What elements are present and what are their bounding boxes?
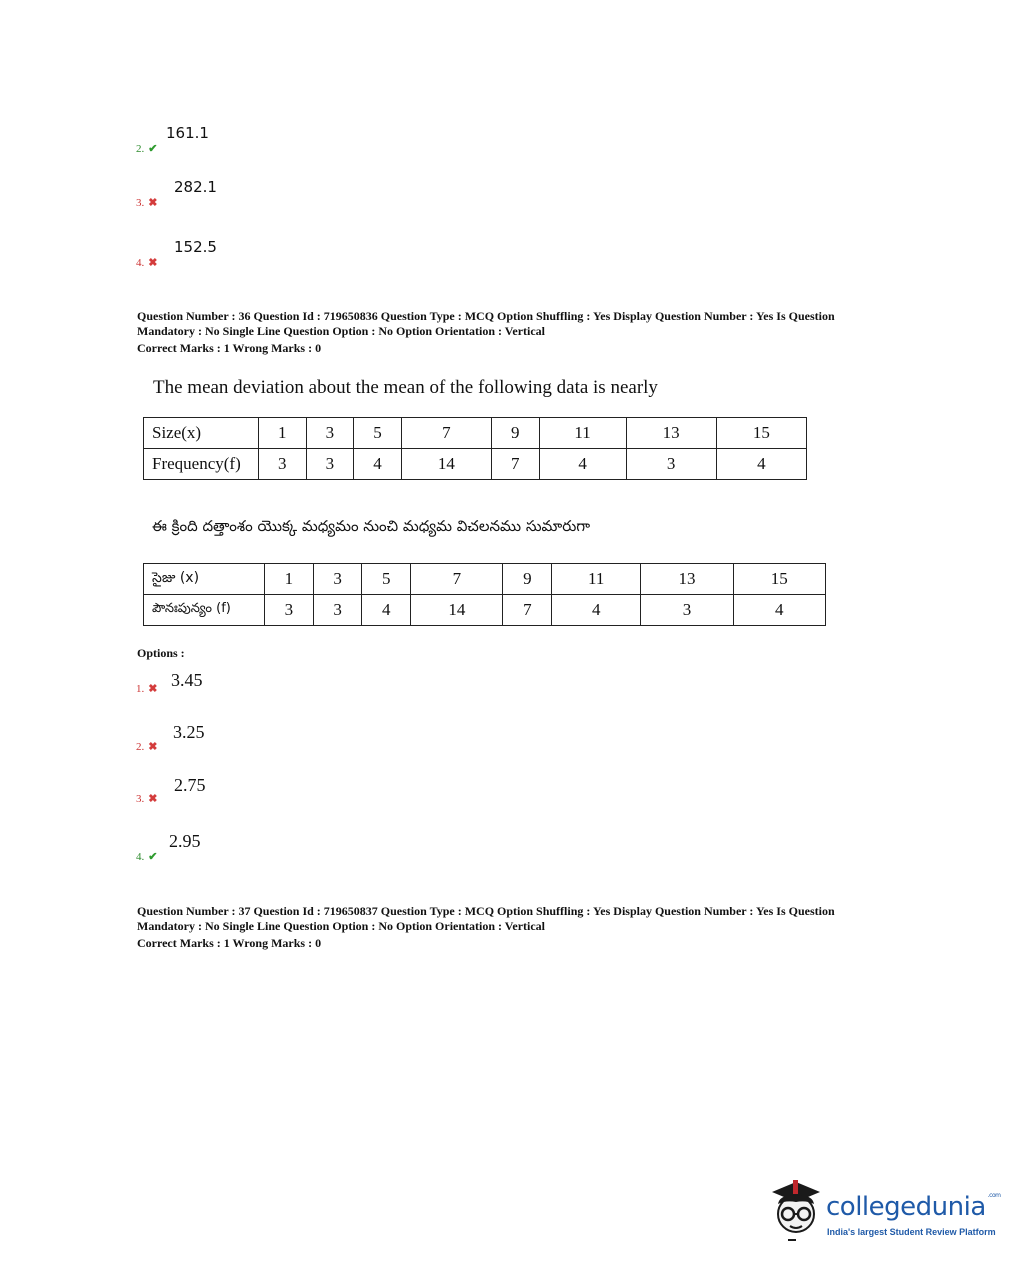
table-cell: 3 <box>265 595 314 626</box>
table-cell: 11 <box>539 418 626 449</box>
table-cell: 4 <box>552 595 641 626</box>
meta-line-1: Question Number : 36 Question Id : 719650836 Question Type : MCQ Option Shuffling : Yes Display Question Number : Yes Is Question <box>137 309 835 323</box>
wrong-cross-icon: ✖ <box>148 257 158 269</box>
table-cell: 9 <box>491 418 539 449</box>
table-cell: 3 <box>313 564 362 595</box>
table-cell: 7 <box>411 564 503 595</box>
options-label: Options : <box>137 646 185 660</box>
data-table-telugu <box>143 563 826 626</box>
meta-line-3: Correct Marks : 1 Wrong Marks : 0 <box>137 341 322 355</box>
table-cell: 9 <box>503 564 552 595</box>
mascot-icon <box>766 1176 824 1242</box>
option-value: 3.45 <box>171 670 203 690</box>
question-stem-english: The mean deviation about the mean of the following data is nearly <box>153 377 658 398</box>
option-value: 161.1 <box>166 124 209 142</box>
frequency-label: పౌనఃపున్యం (f) <box>144 595 265 626</box>
logo-suffix: .com <box>987 1192 1001 1199</box>
table-cell: 1 <box>265 564 314 595</box>
table-cell: 7 <box>503 595 552 626</box>
table-cell: 14 <box>411 595 503 626</box>
question-36-meta <box>137 309 897 356</box>
table-cell: 14 <box>401 449 491 480</box>
option-value: 2.95 <box>169 831 201 851</box>
table-cell: 15 <box>733 564 825 595</box>
table-cell: 13 <box>641 564 733 595</box>
logo-wordmark <box>826 1192 1001 1222</box>
size-row <box>144 564 826 595</box>
option-value: 282.1 <box>174 178 217 196</box>
table-cell: 3 <box>306 449 354 480</box>
frequency-row <box>144 449 807 480</box>
wrong-cross-icon: ✖ <box>148 197 158 209</box>
table-cell: 3 <box>259 449 307 480</box>
collegedunia-logo <box>766 1176 1001 1246</box>
option-number: 2. <box>136 143 145 155</box>
size-row <box>144 418 807 449</box>
table-cell: 11 <box>552 564 641 595</box>
table-cell: 7 <box>401 418 491 449</box>
table-cell: 4 <box>733 595 825 626</box>
option-number: 4. <box>136 257 145 269</box>
meta-line-2: Mandatory : No Single Line Question Option : No Option Orientation : Vertical <box>137 324 546 338</box>
data-table-english <box>143 417 807 480</box>
table-cell: 5 <box>362 564 411 595</box>
table-cell: 7 <box>491 449 539 480</box>
meta-line-1: Question Number : 37 Question Id : 719650837 Question Type : MCQ Option Shuffling : Yes Display Question Number : Yes Is Question <box>137 904 835 918</box>
table-cell: 4 <box>362 595 411 626</box>
wrong-cross-icon: ✖ <box>148 683 158 695</box>
size-label: సైజు (x) <box>144 564 265 595</box>
option-number: 4. <box>136 851 145 863</box>
option-value: 2.75 <box>174 775 206 795</box>
frequency-label: Frequency(f) <box>144 449 259 480</box>
table-cell: 4 <box>354 449 402 480</box>
table-cell: 4 <box>539 449 626 480</box>
logo-name: collegedunia <box>826 1192 986 1222</box>
table-cell: 15 <box>716 418 806 449</box>
option-number: 3. <box>136 197 145 209</box>
table-cell: 3 <box>306 418 354 449</box>
size-label: Size(x) <box>144 418 259 449</box>
logo-tagline: India's largest Student Review Platform <box>827 1227 996 1237</box>
table-cell: 3 <box>626 449 716 480</box>
meta-line-3: Correct Marks : 1 Wrong Marks : 0 <box>137 936 322 950</box>
question-stem-telugu: ఈ క్రింది దత్తాంశం యొక్క మధ్యమం నుంచి మధ్యమ విచలనము సుమారుగా <box>152 517 591 535</box>
table-cell: 5 <box>354 418 402 449</box>
table-cell: 1 <box>259 418 307 449</box>
meta-line-2: Mandatory : No Single Line Question Option : No Option Orientation : Vertical <box>137 919 546 933</box>
table-cell: 3 <box>313 595 362 626</box>
option-value: 152.5 <box>174 238 217 256</box>
correct-check-icon: ✔ <box>148 143 158 155</box>
option-number: 1. <box>136 683 145 695</box>
frequency-row <box>144 595 826 626</box>
table-cell: 3 <box>641 595 733 626</box>
table-cell: 13 <box>626 418 716 449</box>
wrong-cross-icon: ✖ <box>148 741 158 753</box>
option-number: 2. <box>136 741 145 753</box>
correct-check-icon: ✔ <box>148 851 158 863</box>
wrong-cross-icon: ✖ <box>148 793 158 805</box>
question-37-meta <box>137 904 897 951</box>
table-cell: 4 <box>716 449 806 480</box>
option-number: 3. <box>136 793 145 805</box>
option-value: 3.25 <box>173 722 205 742</box>
